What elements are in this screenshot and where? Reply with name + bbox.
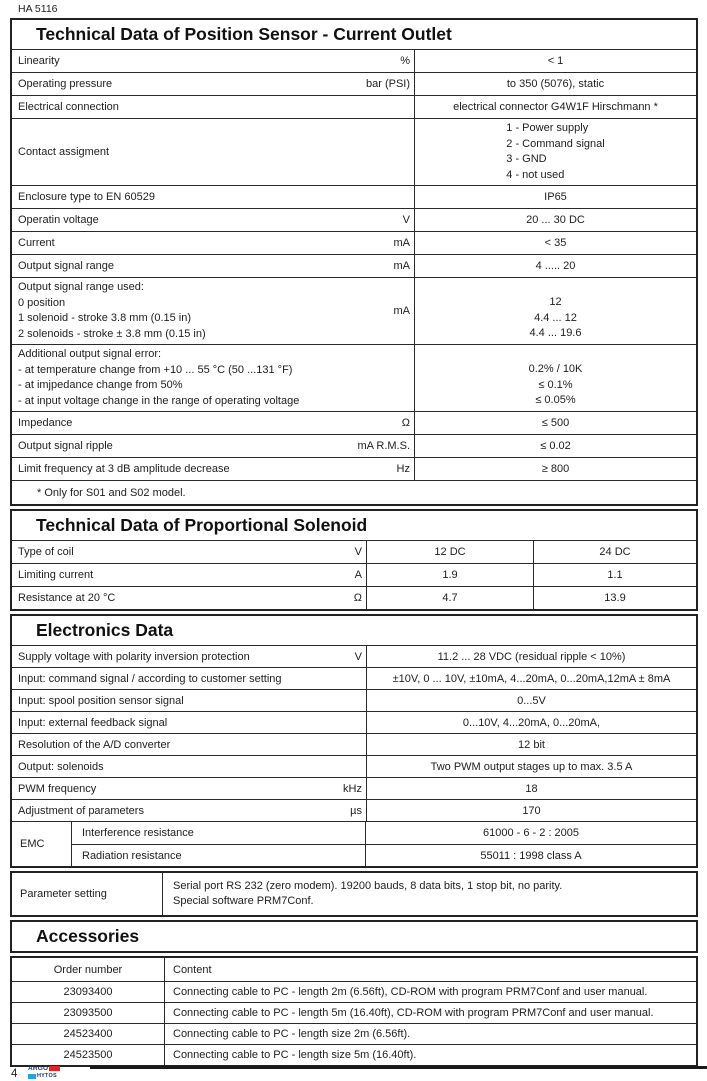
row-label-cell <box>12 209 415 231</box>
emc-row <box>72 844 696 866</box>
section-title-proportional-solenoid: Technical Data of Proportional Solenoid <box>36 515 368 535</box>
table-row <box>12 185 696 208</box>
row-label-cell <box>12 73 415 95</box>
row-label-lines <box>12 278 414 344</box>
accessories-order-number: 23093500 <box>12 1003 165 1023</box>
parameter-setting-row <box>12 873 696 915</box>
row-value: 18 <box>525 782 538 795</box>
row-value-line: 4.4 ... 12 <box>534 311 577 324</box>
row-label-lines <box>12 345 414 411</box>
table-row <box>12 72 696 95</box>
row-label: Enclosure type to EN 60529 <box>18 191 155 203</box>
row-label-line: Additional output signal error: <box>18 348 162 360</box>
row-label-cell <box>12 668 367 689</box>
row-value-lines <box>529 347 583 409</box>
parameter-setting-value <box>163 873 696 915</box>
table-row <box>12 799 696 821</box>
row-label: Output signal range <box>18 260 115 272</box>
row-unit: mA <box>393 305 410 317</box>
argo-hytos-logo <box>28 1066 60 1079</box>
row-label-cell <box>12 435 415 457</box>
row-unit: Ω <box>353 592 362 604</box>
table-row <box>12 733 696 755</box>
accessories-content: Connecting cable to PC - length 5m (16.40ft), CD-ROM with program PRM7Conf and user manual. <box>173 1007 654 1019</box>
row-unit: Hz <box>396 463 410 475</box>
accessories-order-number: 24523400 <box>12 1024 165 1044</box>
table-row-output-signal-range-used <box>12 277 696 344</box>
row-value-line: ≤ 0.1% <box>538 378 573 391</box>
row-label-cell <box>12 412 415 434</box>
table-row <box>12 667 696 689</box>
contact-pin: 2 - Command signal <box>506 137 605 150</box>
row-label: Electrical connection <box>18 101 119 113</box>
table-row <box>12 208 696 231</box>
table-row <box>12 540 696 563</box>
row-value: 12 bit <box>518 738 545 751</box>
row-unit: µs <box>350 804 362 817</box>
row-label: Current <box>18 237 55 249</box>
page-content <box>10 18 698 1070</box>
accessories-row <box>12 1002 696 1023</box>
row-unit: mA R.M.S. <box>357 440 410 452</box>
row-value-line: 4.4 ... 19.6 <box>529 327 582 340</box>
row-value: 20 ... 30 DC <box>526 214 585 226</box>
row-label: Resolution of the A/D converter <box>18 738 171 751</box>
accessories-content: Connecting cable to PC - length size 5m (16.40ft). <box>173 1049 417 1061</box>
row-value: ≥ 800 <box>541 463 570 475</box>
row-value: 11.2 ... 28 VDC (residual ripple < 10%) <box>437 650 626 663</box>
accessories-order-number: 23093400 <box>12 982 165 1002</box>
row-label-cell <box>12 541 367 563</box>
row-unit: mA <box>393 260 410 272</box>
row-label-cell <box>12 712 367 733</box>
section-position-sensor <box>10 18 698 506</box>
accessories-row <box>12 1044 696 1065</box>
row-value-24dc: 24 DC <box>599 546 631 558</box>
row-label-cell <box>12 646 367 667</box>
section-title-electronics-data: Electronics Data <box>36 620 174 640</box>
row-value-24dc: 13.9 <box>604 592 626 604</box>
logo-text-hytos: HYTOS <box>37 1073 57 1079</box>
row-value: < 1 <box>547 55 564 67</box>
row-label-line: - at temperature change from +10 ... 55 °C (50 ...131 °F) <box>18 363 293 376</box>
row-value-line: 12 <box>549 296 562 309</box>
accessories-header-content: Content <box>173 963 212 976</box>
row-value: electrical connector G4W1F Hirschmann * <box>453 101 658 113</box>
row-label: Limiting current <box>18 569 94 581</box>
row-label-cell <box>12 119 415 185</box>
row-value: ≤ 500 <box>541 417 570 429</box>
row-value-12dc: 12 DC <box>367 541 534 563</box>
table-row <box>12 434 696 457</box>
row-value-line: 0.2% / 10K <box>528 363 583 376</box>
emc-rows <box>72 822 696 866</box>
row-value: 4 ..... 20 <box>535 260 576 272</box>
row-label-cell <box>12 800 367 821</box>
row-value-line: ≤ 0.05% <box>535 394 576 407</box>
footnote-text: * Only for S01 and S02 model. <box>37 486 186 499</box>
row-label: Input: spool position sensor signal <box>18 694 184 707</box>
section-electronics-data <box>10 614 698 868</box>
row-label-cell <box>12 255 415 277</box>
parameter-setting-line: Special software PRM7Conf. <box>173 895 314 907</box>
row-value: IP65 <box>544 191 567 203</box>
row-label: Supply voltage with polarity inversion protection <box>18 650 250 663</box>
row-label: Resistance at 20 °C <box>18 592 116 604</box>
contact-pin-list <box>506 121 604 183</box>
emc-row <box>72 822 696 844</box>
parameter-setting-label: Parameter setting <box>12 873 163 915</box>
accessories-row <box>12 981 696 1002</box>
table-row <box>12 689 696 711</box>
table-row <box>12 231 696 254</box>
row-label-cell <box>12 278 415 344</box>
row-label-line: 1 solenoid - stroke 3.8 mm (0.15 in) <box>18 312 192 324</box>
row-value: 170 <box>522 804 541 817</box>
table-row <box>12 645 696 667</box>
row-value-12dc: 4.7 <box>367 587 534 609</box>
logo-blue-block-icon <box>28 1074 36 1079</box>
section-title-position-sensor: Technical Data of Position Sensor - Current Outlet <box>36 24 452 44</box>
row-label-line: - at input voltage change in the range of operating voltage <box>18 394 300 407</box>
accessories-row <box>12 1023 696 1044</box>
row-unit: bar (PSI) <box>365 78 410 90</box>
accessories-header-row <box>12 958 696 981</box>
section-parameter-setting <box>10 871 698 917</box>
accessories-table <box>10 956 698 1067</box>
row-label-cell <box>12 96 415 118</box>
table-row <box>12 563 696 586</box>
row-label-cell <box>12 50 415 72</box>
row-label: Type of coil <box>18 546 74 558</box>
table-row <box>12 586 696 609</box>
row-label-cell <box>12 564 367 586</box>
emc-row-label: Interference resistance <box>72 822 366 844</box>
row-label: Limit frequency at 3 dB amplitude decrease <box>18 463 230 475</box>
contact-assignment-values <box>415 119 696 185</box>
row-label-cell <box>12 345 415 411</box>
table-row <box>12 755 696 777</box>
row-value: to 350 (5076), static <box>506 78 605 90</box>
row-label: Impedance <box>18 417 73 429</box>
contact-pin: 4 - not used <box>506 168 565 181</box>
table-row <box>12 777 696 799</box>
row-label: Input: external feedback signal <box>18 716 168 729</box>
row-label: Adjustment of parameters <box>18 804 144 817</box>
row-value-cell <box>415 345 696 411</box>
logo-top-row <box>28 1066 60 1072</box>
doc-code: HA 5116 <box>18 3 58 15</box>
logo-text-argo: ARGO <box>28 1065 49 1072</box>
row-label: PWM frequency <box>18 782 97 795</box>
emc-row-value: 55011 : 1998 class A <box>480 849 582 862</box>
row-label: Linearity <box>18 55 60 67</box>
footnote-row <box>12 480 696 504</box>
row-unit: V <box>402 214 410 226</box>
contact-pin: 1 - Power supply <box>506 122 589 134</box>
row-value: ±10V, 0 ... 10V, ±10mA, 4...20mA, 0...20mA,12mA ± 8mA <box>392 672 671 685</box>
emc-row-value: 61000 - 6 - 2 : 2005 <box>482 827 579 839</box>
row-label-cell <box>12 458 415 480</box>
row-label-line: Output signal range used: <box>18 281 144 293</box>
parameter-setting-line: Serial port RS 232 (zero modem). 19200 bauds, 8 data bits, 1 stop bit, no parity. <box>173 879 563 892</box>
row-value-12dc: 1.9 <box>367 564 534 586</box>
row-unit: % <box>400 55 410 67</box>
accessories-content: Connecting cable to PC - length 2m (6.56ft), CD-ROM with program PRM7Conf and user manual. <box>173 986 648 998</box>
row-label: Operatin voltage <box>18 214 99 226</box>
row-label: Contact assigment <box>18 146 110 158</box>
row-value-24dc: 1.1 <box>607 569 623 581</box>
row-label-cell <box>12 587 367 609</box>
row-unit: mA <box>393 237 410 249</box>
emc-label: EMC <box>12 822 72 866</box>
table-row <box>12 711 696 733</box>
row-label-cell <box>12 778 367 799</box>
row-label: Operating pressure <box>18 78 113 90</box>
row-value-cell <box>415 278 696 344</box>
section-proportional-solenoid <box>10 509 698 611</box>
emc-row-label: Radiation resistance <box>72 845 366 866</box>
emc-block <box>12 821 696 866</box>
row-unit: V <box>354 546 362 558</box>
row-value: < 35 <box>544 237 567 249</box>
row-unit: kHz <box>343 782 362 795</box>
accessories-order-number: 24523500 <box>12 1045 165 1065</box>
row-unit: V <box>354 650 362 663</box>
row-label-cell <box>12 690 367 711</box>
row-value: 0...10V, 4...20mA, 0...20mA, <box>462 716 601 729</box>
footer-rule <box>90 1066 707 1069</box>
logo-red-block-icon <box>49 1066 60 1071</box>
table-row-additional-output-signal-error <box>12 344 696 411</box>
row-label-line: 2 solenoids - stroke ± 3.8 mm (0.15 in) <box>18 327 206 340</box>
table-row <box>12 49 696 72</box>
table-row <box>12 411 696 434</box>
logo-bottom-row <box>28 1073 60 1079</box>
accessories-header-order: Order number <box>12 958 165 981</box>
row-label: Output: solenoids <box>18 760 104 773</box>
section-title-accessories: Accessories <box>36 926 140 946</box>
table-row <box>12 457 696 480</box>
row-unit: Ω <box>401 417 410 429</box>
row-value: 0...5V <box>517 694 546 707</box>
row-label: Input: command signal / according to customer setting <box>18 672 282 685</box>
page-number: 4 <box>11 1068 18 1080</box>
row-value: Two PWM output stages up to max. 3.5 A <box>430 760 633 773</box>
table-row <box>12 254 696 277</box>
row-label: Output signal ripple <box>18 440 113 452</box>
section-accessories-heading <box>10 920 698 953</box>
table-row-contact-assignment <box>12 118 696 185</box>
table-row <box>12 95 696 118</box>
accessories-content: Connecting cable to PC - length size 2m (6.56ft). <box>173 1028 411 1040</box>
row-label-cell <box>12 756 367 777</box>
row-unit: A <box>354 569 362 581</box>
row-value-lines <box>530 280 582 342</box>
row-label-line: 0 position <box>18 296 66 309</box>
row-value: ≤ 0.02 <box>540 440 571 452</box>
row-label-line: - at imjpedance change from 50% <box>18 379 183 391</box>
row-label-cell <box>12 186 415 208</box>
row-label-cell <box>12 232 415 254</box>
contact-pin: 3 - GND <box>506 153 547 165</box>
row-label-cell <box>12 734 367 755</box>
